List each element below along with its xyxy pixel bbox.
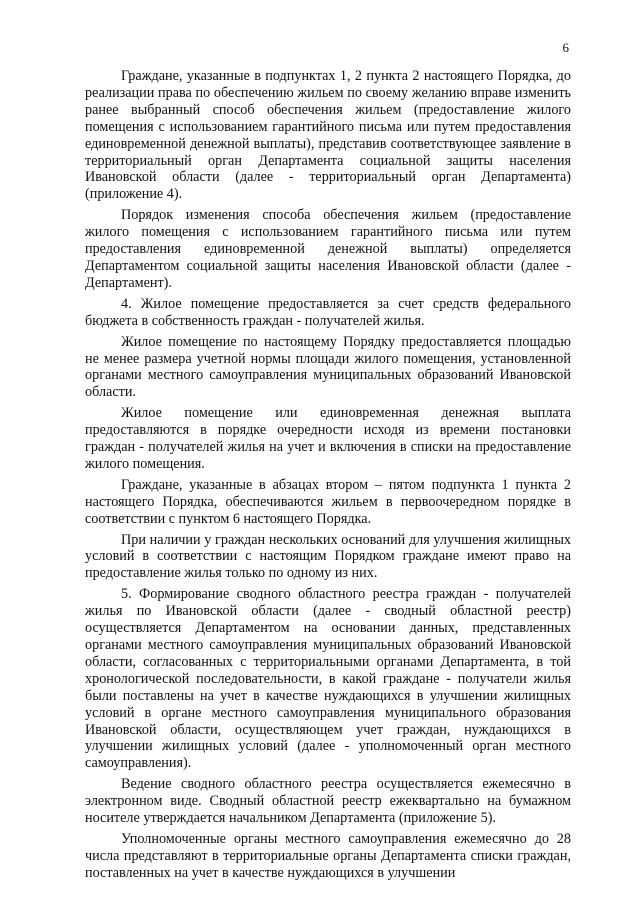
paragraph: При наличии у граждан нескольких оснований для улучшения жилищных условий в соответствии с настоящим Порядком граждане имеют право на предоставление жилья только по одному из них. [85,531,571,582]
paragraph: Ведение сводного областного реестра осуществляется ежемесячно в электронном виде. Сводный областной реестр ежеквартально на бумажном носителе утверждается начальником Департамента (приложение 5). [85,776,571,827]
page-number: 6 [562,40,569,55]
paragraph: Жилое помещение по настоящему Порядку предоставляется площадью не менее размера учетной нормы площади жилого помещения, установленной органами местного самоуправления муниципальных образований Ивановской области. [85,333,571,401]
paragraph: Порядок изменения способа обеспечения жильем (предоставление жилого помещения с использованием гарантийного письма или путем предоставления единовременной денежной выплаты) определяется Департаментом социальной защиты населения Ивановской области (далее - Департамент). [85,207,571,291]
paragraph: Граждане, указанные в абзацах втором – пятом подпункта 1 пункта 2 настоящего Порядка, обеспечиваются жильем в первоочередном порядке в соответствии с пунктом 6 настоящего Порядка. [85,476,571,527]
paragraph: 4. Жилое помещение предоставляется за счет средств федерального бюджета в собственность граждан - получателей жилья. [85,295,571,329]
paragraph: Жилое помещение или единовременная денежная выплата предоставляются в порядке очередности исходя из времени постановки граждан - получателей жилья на учет и включения в списки на предоставление жилого помещения. [85,405,571,472]
paragraph: Уполномоченные органы местного самоуправления ежемесячно до 28 числа представляют в территориальные органы Департамента списки граждан, поставленных на учет в качестве нуждающихся в улучшении [85,830,571,881]
paragraph: 5. Формирование сводного областного реестра граждан - получателей жилья по Ивановской области (далее - сводный областной реестр) осуществляется Департаментом на основании данных, представленных органами местного самоуправления муниципальных образований Ивановской области, согласованных с территориальными органами Департамента, в той хронологической последовательности, в какой граждане - получатели жилья были поставлены на учет в качестве нуждающихся в улучшении жилищных условий в органе местного самоуправления муниципального образования Ивановской области, осуществляющем учет граждан, нуждающихся в улучшении жилищных условий (далее - уполномоченный орган местного самоуправления). [85,586,571,772]
document-body [85,68,571,886]
paragraph: Граждане, указанные в подпунктах 1, 2 пункта 2 настоящего Порядка, до реализации права по обеспечению жильем по своему желанию вправе изменить ранее выбранный способ обеспечения жильем (предоставление жилого помещения с использованием гарантийного письма или путем предоставления единовременной денежной выплаты), представив соответствующее заявление в территориальный орган Департамента социальной защиты населения Ивановской области (далее - территориальный орган Департамента) (приложение 4). [85,68,571,203]
